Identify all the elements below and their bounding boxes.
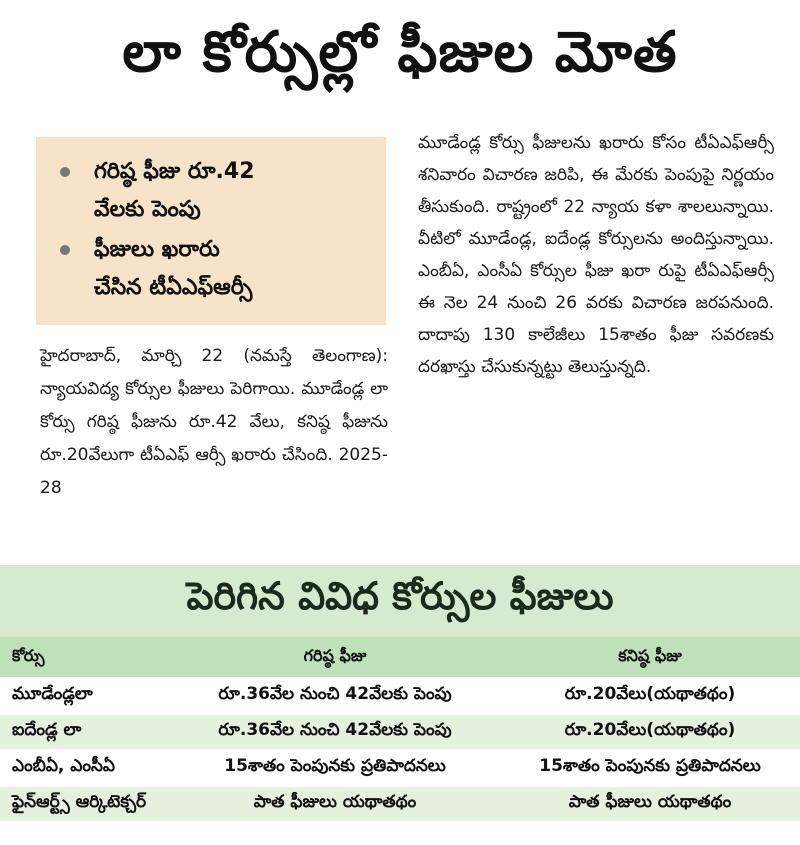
table-cell: రూ.36వేల నుంచి 42వేలకు పెంపు <box>218 684 452 704</box>
table-cell: ఐదేండ్ల లా <box>12 720 82 740</box>
table-header-row <box>0 637 800 677</box>
highlight-line: వేలకు పెంపు <box>94 197 201 222</box>
article-paragraph: మూడేండ్ల కోర్సు ఫీజులను ఖరారు కోసం టీఏఎఫ్ఆర్సీ శనివారం విచారణ జరిపి, ఈ మేరకు పెంపుపై నిర్ణయం తీసుకుంది. రాష్ట్రంలో 22 న్యాయ కళా శాలలున్నాయి. వీటిలో మూడేండ్ల, ఐదేండ్ల కోర్సులను అందిస్తున్నాయి. ఎంబీఏ, ఎంసీఏ కోర్సుల ఫీజు ఖరా రుపై టీఏఎఫ్ఆర్సీ ఈ నెల 24 నుంచి 26 వరకు విచారణ జరపనుంది. దాదాపు 130 కాలేజీలు 15శాతం ఫీజు సవరణకు దరఖాస్తు చేసుకున్నట్టు తెలుస్తున్నది. <box>418 133 774 377</box>
table-cell: 15శాతం పెంపునకు ప్రతిపాదనలు <box>224 756 446 776</box>
article-headline: లా కోర్సుల్లో ఫీజుల మోత <box>122 19 678 85</box>
table-cell: 15శాతం పెంపునకు ప్రతిపాదనలు <box>539 756 761 776</box>
highlight-line: గరిష్ఠ ఫీజు రూ.42 <box>94 159 255 184</box>
table-cell: రూ.20వేలు(యథాతథం) <box>564 684 736 704</box>
table-row <box>0 677 800 713</box>
table-cell: ఎంబీఏ, ఎంసీఏ <box>12 756 116 776</box>
table-row <box>0 785 800 821</box>
highlights-box <box>36 137 386 325</box>
article-paragraph: హైదరాబాద్, మార్చి 22 (నమస్తే తెలంగాణ): న్యాయవిద్య కోర్సుల ఫీజులు పెరిగాయి. మూడేండ్ల లా కోర్సు గరిష్ఠ ఫీజును రూ.42 వేలు, కనిష్ఠ ఫీజును రూ.20వేలుగా టీఏఎఫ్ ఆర్సీ ఖరారు చేసింది. 2025-28 <box>40 346 388 498</box>
column-header: కోర్సు <box>12 645 45 665</box>
bullet-icon <box>60 167 70 177</box>
table-cell: ఫైన్ఆర్ట్స్ ఆర్కిటెక్చర్ <box>12 792 147 812</box>
table-title: పెరిగిన వివిధ కోర్సుల ఫీజులు <box>0 565 800 637</box>
table-cell: రూ.36వేల నుంచి 42వేలకు పెంపు <box>218 720 452 740</box>
column-header: కనిష్ఠ ఫీజు <box>618 645 682 665</box>
column-header: గరిష్ఠ ఫీజు <box>303 645 367 665</box>
highlight-line: ఫీజులు ఖరారు <box>94 237 220 262</box>
bullet-icon <box>60 245 70 255</box>
table-cell: పాత ఫీజులు యథాతథం <box>568 792 732 812</box>
table-cell: పాత ఫీజులు యథాతథం <box>253 792 417 812</box>
table-cell: రూ.20వేలు(యథాతథం) <box>564 720 736 740</box>
table-cell: మూడేండ్లలా <box>12 684 93 704</box>
article-column-right <box>418 127 774 383</box>
table-row <box>0 713 800 749</box>
article-column-left <box>40 340 388 505</box>
table-row <box>0 749 800 785</box>
highlight-line: చేసిన టీఏఎఫ్ఆర్సీ <box>94 275 253 300</box>
fees-table <box>0 637 800 821</box>
